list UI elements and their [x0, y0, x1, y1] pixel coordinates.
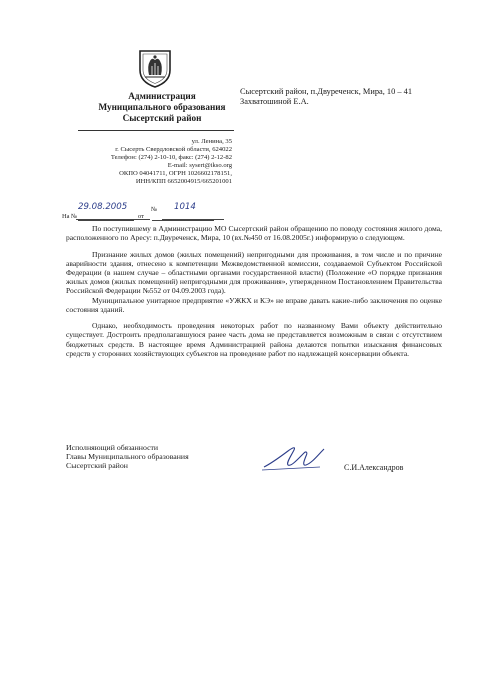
body-paragraph: По поступившему в Администрацию МО Сысертский район обращению по поводу состояния жилого дома, расположенного по Аресу: п.Двуреченск, Мира, 10 (вх.№450 от 16.08.2005г.) информирую о следующем.: [66, 224, 442, 243]
recipient-address: Сысертский район, п.Двуреченск, Мира, 10 – 41: [240, 87, 413, 96]
body-paragraph: Однако, необходимость проведения некоторых работ по названному Вами объекту действительно существует. Достроить предполагавшуюся ранее часть дома не представляется возможным в связи с отсутствием бюджетных средств. В настоящее время Администрацией района делаются попытки изыскания финансовых средств у сторонних хозяйствующих субъектов на проведение работ по надлежащей консервации объекта.: [66, 321, 442, 358]
registration-number: 1014: [174, 202, 196, 212]
registration-block: [62, 199, 242, 220]
reference-label: На №: [62, 213, 78, 220]
org-line: Муниципального образования: [98, 102, 226, 112]
address-line: ИНН/КПП 6652004915/665201001: [135, 178, 232, 186]
signatory-name: С.И.Александров: [344, 463, 404, 472]
number-label: №: [151, 206, 158, 213]
organization-address: [70, 138, 232, 187]
signatory-title-line: Исполняющий обязанности: [66, 443, 159, 452]
recipient-name: Захватошиной Е.А.: [240, 97, 309, 107]
coat-of-arms-icon: [138, 48, 172, 88]
address-line: Телефон: (274) 2-10-10, факс: (274) 2-12-82: [110, 154, 232, 162]
org-line: Сысертский район: [122, 113, 202, 123]
body-paragraph: Муниципальное унитарное предприятие «УЖКХ и КЭ» не вправе давать какие-либо заключения по оценке состояния зданий.: [66, 295, 442, 314]
org-line: Администрация: [128, 91, 196, 101]
address-line: ОКПО 04041711, ОГРН 1026602178151,: [119, 170, 232, 178]
recipient-block: [240, 87, 450, 108]
organization-name: [88, 91, 236, 124]
reference-from-label: от: [138, 213, 144, 220]
signatory-title: [66, 443, 266, 471]
address-line: E-mail: sysert@ikso.org: [167, 162, 232, 170]
handwritten-signature: [258, 441, 330, 475]
address-line: ул. Ленина, 35: [191, 138, 232, 145]
letter-body: [66, 224, 442, 365]
letterhead-divider: [78, 130, 234, 131]
address-line: г. Сысерть Свердловской области, 624022: [115, 146, 232, 154]
body-paragraph: Признание жилых домов (жилых помещений) непригодными для проживания, в том числе и по причине аварийности здания, отнесено к компетенции Межведомственной комиссии, создаваемой Субъектом Российской Федерации (в нашем случае – областными органами государственной власти) (Положение «О порядке признания жилых домов (жилых помещений) непригодными для проживания», утвержденном Постановлением Правительства Российской Федерации №552 от 04.09.2003 года).: [66, 249, 442, 296]
signatory-title-line: Сысертский район: [66, 461, 128, 471]
signatory-title-line: Главы Муниципального образования: [66, 452, 189, 462]
registration-date: 29.08.2005: [78, 202, 128, 212]
